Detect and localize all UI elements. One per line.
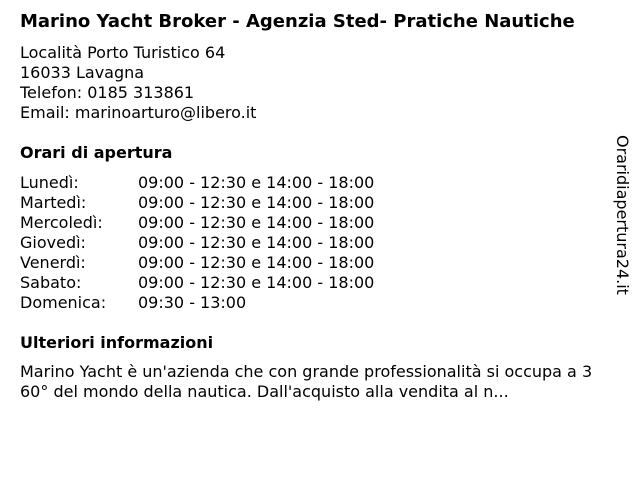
hours-row-saturday [20,273,600,293]
hours-row-thursday [20,233,600,253]
hours-heading: Orari di apertura [20,143,173,162]
hours-day-label: Lunedì: [20,173,79,192]
email-address: Email: marinoarturo@libero.it [20,103,257,122]
hours-day-label: Domenica: [20,293,107,312]
hours-row-wednesday [20,213,600,233]
info-heading: Ulteriori informazioni [20,333,214,352]
hours-day-label: Giovedì: [20,233,86,252]
address-street: Località Porto Turistico 64 [20,43,226,62]
hours-day-label: Mercoledì: [20,213,103,232]
hours-day-label: Martedì: [20,193,87,212]
hours-day-label: Sabato: [20,273,82,292]
info-description: Marino Yacht è un'azienda che con grande professionalità si occupa a 360° del mondo della nautica. Dall'acquisto alla vendita al n... [20,362,593,401]
site-brand-label: Oraridiapertura24.it [613,135,632,295]
hours-row-monday [20,173,600,193]
hours-time-value: 09:30 - 13:00 [138,293,247,312]
business-name: Marino Yacht Broker - Agenzia Sted- Pratiche Nautiche [20,11,575,32]
hours-row-sunday [20,293,600,313]
phone-number: Telefon: 0185 313861 [20,83,195,102]
hours-time-value: 09:00 - 12:30 e 14:00 - 18:00 [138,213,375,232]
hours-row-friday [20,253,600,273]
hours-day-label: Venerdì: [20,253,86,272]
address-city: 16033 Lavagna [20,63,145,82]
hours-time-value: 09:00 - 12:30 e 14:00 - 18:00 [138,233,375,252]
hours-time-value: 09:00 - 12:30 e 14:00 - 18:00 [138,193,375,212]
hours-table [20,173,600,313]
hours-time-value: 09:00 - 12:30 e 14:00 - 18:00 [138,173,375,192]
hours-row-tuesday [20,193,600,213]
address-block [20,43,600,123]
hours-time-value: 09:00 - 12:30 e 14:00 - 18:00 [138,253,375,272]
business-card [20,11,600,402]
hours-time-value: 09:00 - 12:30 e 14:00 - 18:00 [138,273,375,292]
